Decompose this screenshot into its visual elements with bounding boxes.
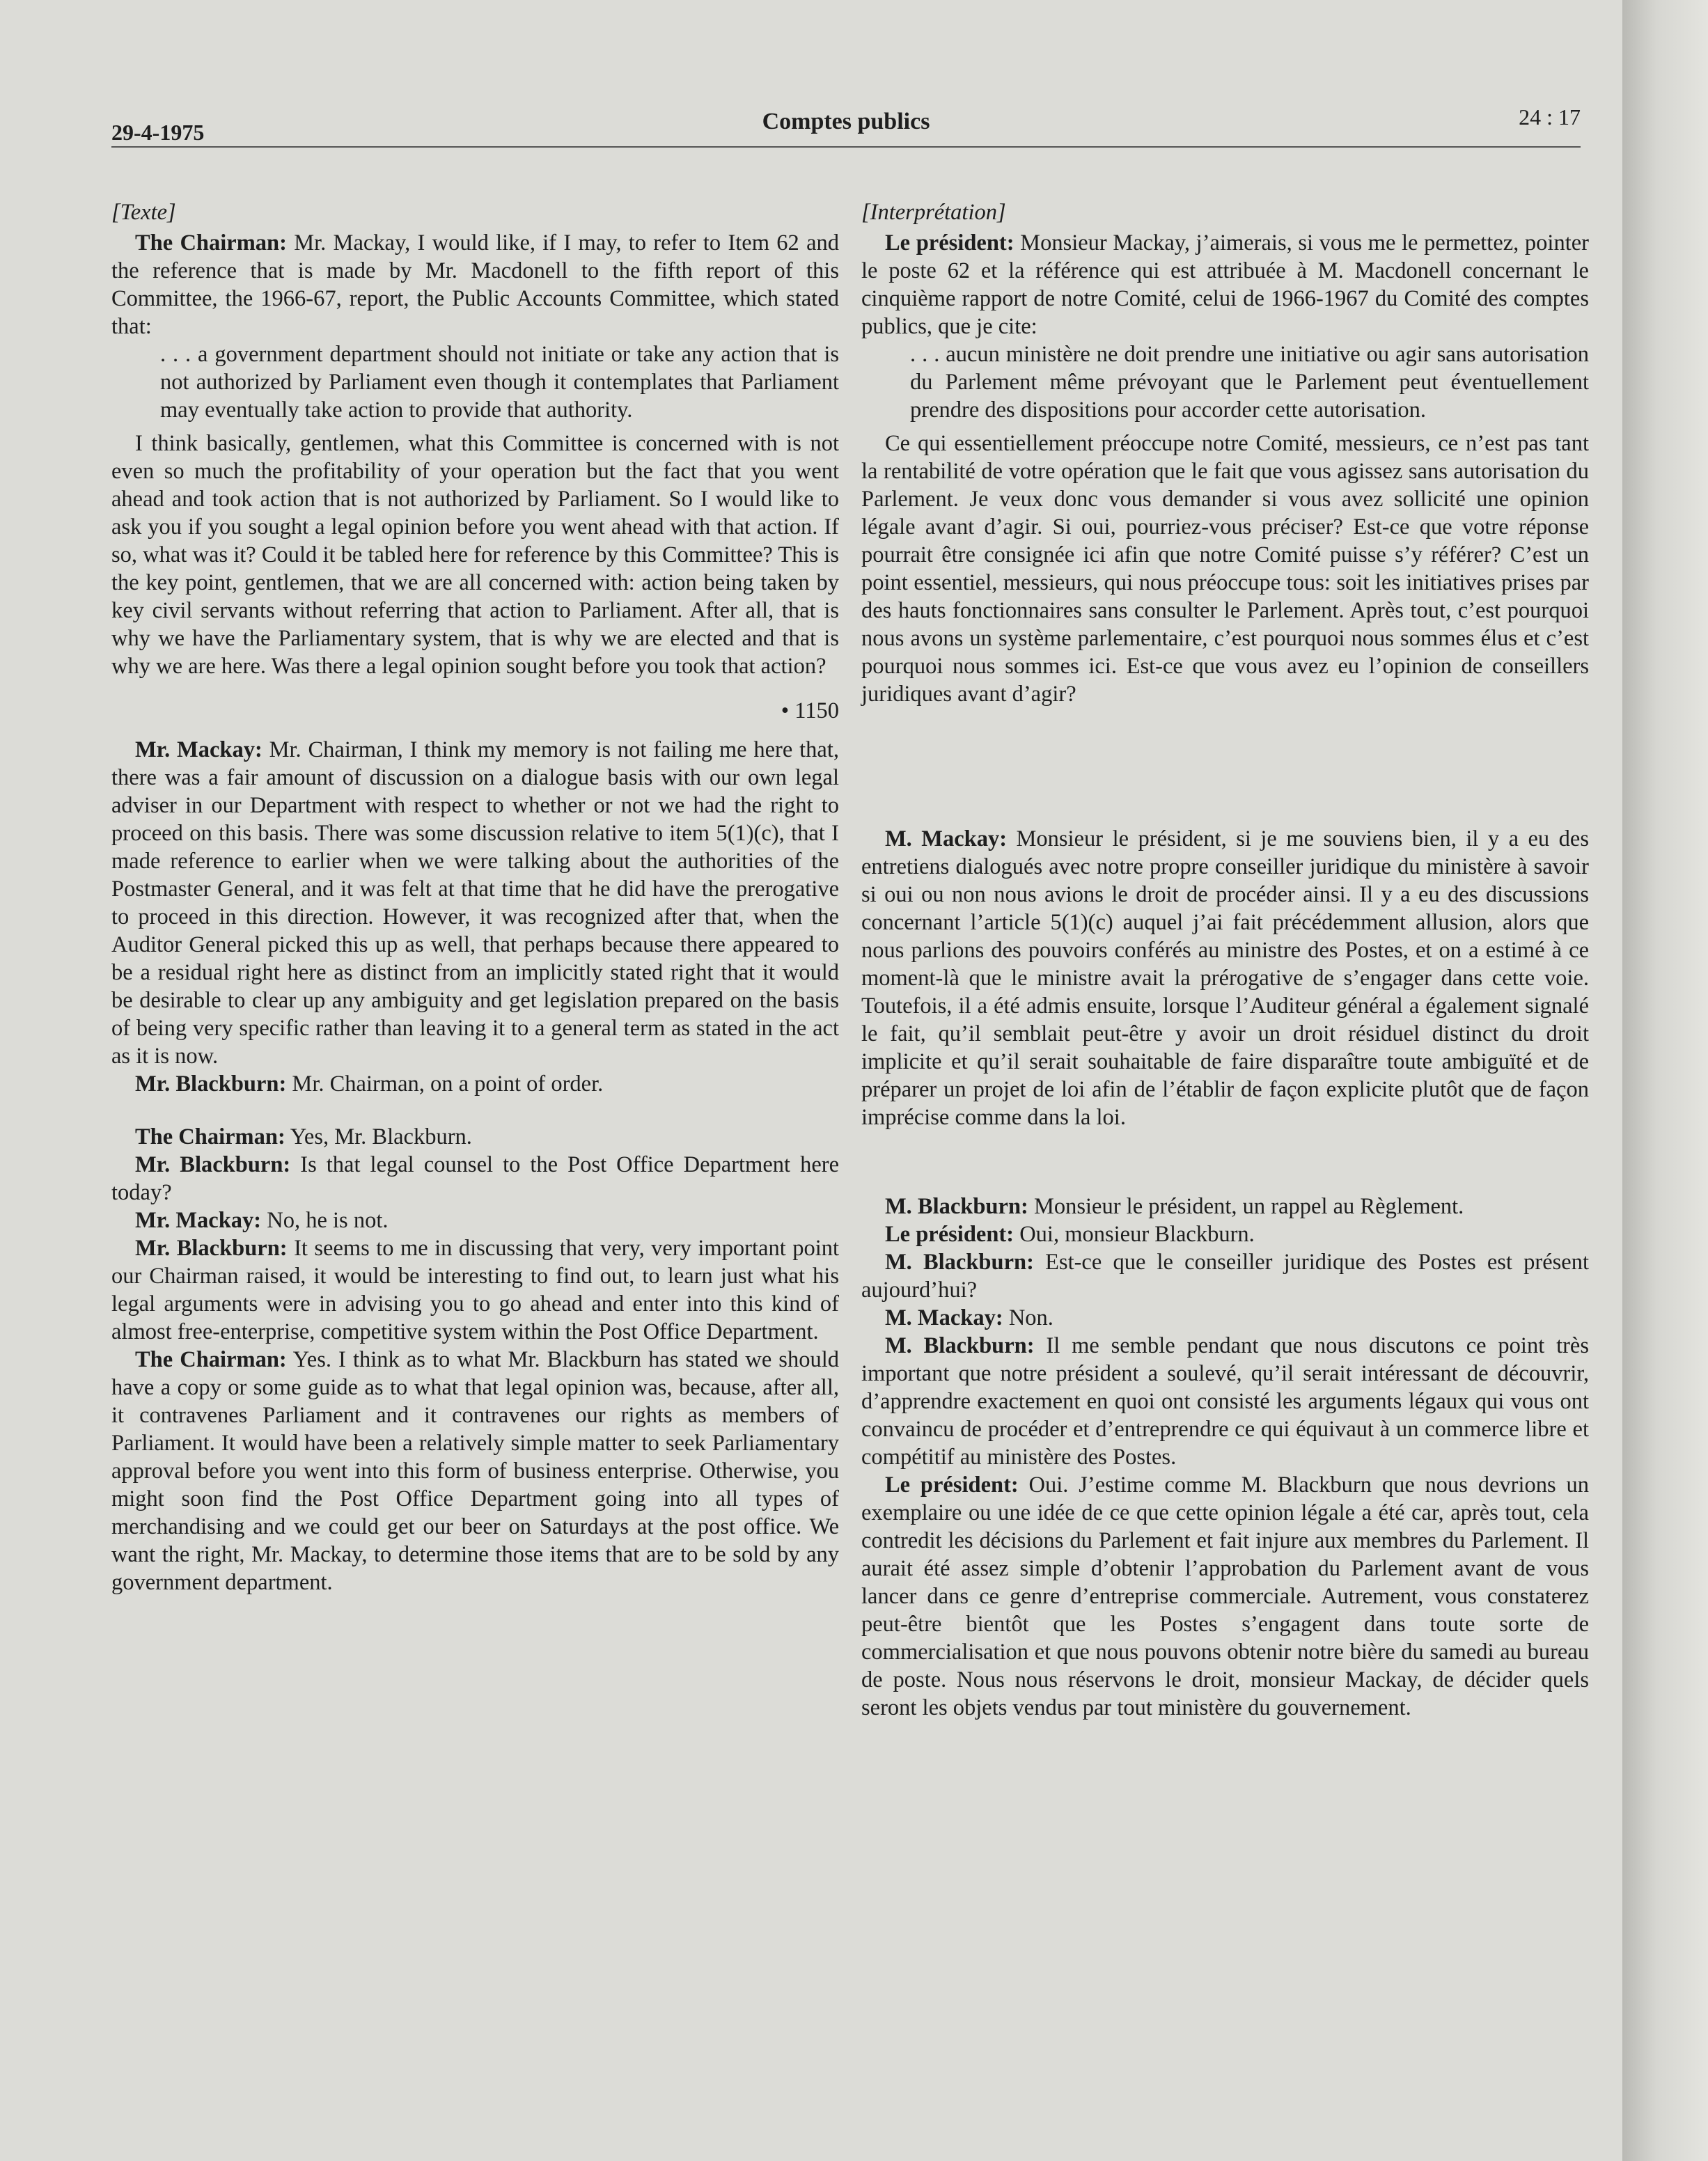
paragraph	[111, 1234, 839, 1346]
speaker-name: Le président:	[885, 230, 1014, 256]
speaker-name: M. Blackburn:	[885, 1250, 1034, 1275]
speaker-name: Mr. Blackburn:	[135, 1236, 288, 1261]
paragraph	[111, 1151, 839, 1207]
spacer	[861, 725, 1589, 753]
paragraph	[111, 1123, 839, 1151]
paragraph	[111, 229, 839, 340]
speech-text: Il me semble pendant que nous discutons ce point très important que notre président a soulevé, qu’il serait intéressant de découvrir, d’apprendre exactement en quoi ont consisté les arguments légaux qui vous ont convaincu de procéder et d’entreprendre ce qui équivaut à un commerce libre et compétitif au ministère des Postes.	[861, 1333, 1589, 1470]
speech-text: Monsieur le président, un rappel au Règlement.	[1028, 1194, 1464, 1219]
speaker-name: M. Mackay:	[885, 1305, 1003, 1330]
spacer	[861, 1131, 1589, 1193]
language-tag: [Texte]	[111, 200, 176, 225]
paragraph	[111, 1070, 839, 1098]
paragraph	[861, 229, 1589, 340]
paragraph	[111, 1207, 839, 1234]
speaker-name: Mr. Blackburn:	[135, 1152, 291, 1177]
speech-text: Mr. Chairman, I think my memory is not failing me here that, there was a fair amount of discussion on a dialogue basis with our own legal adviser in our Department with respect to whether or not we had the right to proceed on this basis. There was some discussion relative to item 5(1)(c), that I made reference to earlier when we were talking about the authorities of the Postmaster General, and it was felt at that time that he did have the prerogative to proceed in this direction. However, it was recognized after that, when the Auditor General picked this up as well, that perhaps because there appeared to be a residual right here as distinct from an implicitly stated right that it would be desirable to clear up any ambiguity and get legislation prepared on the basis of being very specific rather than leaving it to a general term as stated in the act as it is now.	[111, 737, 839, 1069]
speech-text: Yes. I think as to what Mr. Blackburn has stated we should have a copy or some guide as to what that legal opinion was, because, after all, it contravenes Parliament and it contravenes our rights as members of Parliament. It would have been a relatively simple matter to seek Parliamentary approval before you went into this form of business enterprise. Otherwise, you might soon find the Post Office Department going into all types of merchandising and we could get our beer on Saturdays at the post office. We want the right, Mr. Mackay, to determine those items that are to be sold by any government department.	[111, 1347, 839, 1595]
speaker-name: Mr. Mackay:	[135, 737, 263, 762]
speech-text: Oui. J’estime comme M. Blackburn que nous devrions un exemplaire ou une idée de ce que cette opinion légale a été car, après tout, cela contredit les décisions du Parlement et fait injure aux membres du Parlement. Il aurait été assez simple d’obtenir l’approbation du Parlement avant de vous lancer dans ce genre d’entreprise commerciale. Autrement, vous constaterez peut-être bientôt que les Postes s’engagent dans toute sorte de commercialisation et que nous pouvons obtenir notre bière du samedi au bureau de poste. Nous nous réservons le droit, monsieur Mackay, de décider quels seront les objets vendus par tout ministère du gouvernement.	[861, 1472, 1589, 1720]
speech-text: Monsieur le président, si je me souviens bien, il y a eu des entretiens dialogués avec notre propre conseiller juridique du ministère à savoir si oui ou non nous avions le droit de procéder ainsi. Il y a eu des discussions concernant l’article 5(1)(c) auquel j’ai fait précédemment allusion, alors que nous parlions des pouvoirs conférés au ministre des Postes, et on a estimé à ce moment-là que le ministre avait la prérogative de s’engager dans cette voie. Toutefois, il a été admis ensuite, lorsque l’Auditeur général a également signalé le fait, qu’il semblait peut-être y avoir un droit résiduel distinct du droit implicite et qu’il serait souhaitable de faire disparaître toute ambiguïté et de préparer un projet de loi afin de l’établir de façon explicite plutôt que de façon imprécise comme dans la loi.	[861, 826, 1589, 1130]
spacer	[861, 764, 1589, 825]
speaker-name: M. Blackburn:	[885, 1333, 1035, 1358]
speech-text: Monsieur Mackay, j’aimerais, si vous me le permettez, pointer le poste 62 et la référence qui est attribuée à M. Macdonell concernant le cinquième rapport de notre Comité, celui de 1966-1967 du Comité des comptes publics, que je cite:	[861, 230, 1589, 339]
spacer	[111, 1098, 839, 1123]
speech-text: Is that legal counsel to the Post Office Department here today?	[111, 1152, 839, 1205]
paragraph	[861, 1304, 1589, 1332]
speaker-name: Le président:	[885, 1472, 1019, 1498]
speaker-name: M. Blackburn:	[885, 1194, 1028, 1219]
time-marker: • 1150	[781, 698, 839, 723]
page-edge	[1622, 0, 1708, 2161]
speaker-name: The Chairman:	[135, 1347, 287, 1372]
speaker-name: The Chairman:	[135, 230, 287, 256]
paragraph	[861, 1471, 1589, 1722]
speaker-name: Mr. Mackay:	[135, 1208, 262, 1233]
paragraph: Ce qui essentiellement préoccupe notre Comité, messieurs, ce n’est pas tant la rentabilité de votre opération que le fait que vous agissez sans autorisation du Parlement. Je veux donc vous demander si vous avez sollicité une opinion légale avant d’agir. Si oui, pourriez-vous préciser? Est-ce que votre réponse pourrait être consignée ici afin que notre Comité puisse s’y référer? C’est un point essentiel, messieurs, qui nous préoccupe tous: soit les initiatives prises par des hauts fonctionnaires sans consulter le Parlement. Après tout, c’est pourquoi nous avons un système parlementaire, c’est pourquoi nous sommes élus et c’est pourquoi nous sommes ici. Est-ce que vous avez eu l’opinion de conseillers juridiques avant d’agir?	[861, 431, 1589, 707]
speech-text: Est-ce que le conseiller juridique des Postes est présent aujourd’hui?	[861, 1250, 1589, 1303]
speech-text: Yes, Mr. Blackburn.	[285, 1124, 472, 1149]
language-tag: [Interprétation]	[861, 200, 1006, 225]
english-column	[111, 198, 839, 1596]
speech-text: No, he is not.	[261, 1208, 389, 1233]
speaker-name: M. Mackay:	[885, 826, 1008, 851]
paragraph	[861, 1220, 1589, 1248]
paragraph	[861, 825, 1589, 1131]
block-quote: . . . a government department should not initiate or take any action that is not authorized by Parliament even though it contemplates that Parliament may eventually take action to provide that authority.	[160, 342, 839, 423]
speech-text: It seems to me in discussing that very, very important point our Chairman raised, it would be interesting to find out, to learn just what his legal arguments were in advising you to go ahead and enter into this kind of almost free-enterprise, competitive system within the Post Office Department.	[111, 1236, 839, 1344]
header-page-number: 24 : 17	[1519, 104, 1581, 129]
speech-text: Non.	[1003, 1305, 1053, 1330]
paragraph	[111, 736, 839, 1070]
paragraph	[861, 1332, 1589, 1471]
header-date: 29-4-1975	[111, 120, 205, 145]
paragraph: I think basically, gentlemen, what this Committee is concerned with is not even so much the profitability of your operation but the fact that you went ahead and took action that is not authorized by Parliament. So I would like to ask you if you sought a legal opinion before you went ahead with that action. If so, what was it? Could it be tabled here for reference by this Committee? This is the key point, gentlemen, that we are all concerned with: action being taken by key civil servants without referring that action to Parliament. After all, that is why we have the Parliamentary system, that is why we are elected and that is why we are here. Was there a legal opinion sought before you took that action?	[111, 431, 839, 679]
paragraph	[861, 1193, 1589, 1220]
speaker-name: Le président:	[885, 1222, 1014, 1247]
header-title: Comptes publics	[762, 109, 930, 134]
speaker-name: The Chairman:	[135, 1124, 285, 1149]
paragraph	[111, 1346, 839, 1596]
speech-text: Oui, monsieur Blackburn.	[1014, 1222, 1255, 1247]
speaker-name: Mr. Blackburn:	[135, 1071, 287, 1097]
speech-text: Mr. Mackay, I would like, if I may, to refer to Item 62 and the reference that is made by Mr. Macdonell to the fifth report of this Committee, the 1966-67, report, the Public Accounts Committee, which stated that:	[111, 230, 839, 339]
speech-text: Mr. Chairman, on a point of order.	[286, 1071, 604, 1097]
french-column	[861, 198, 1589, 1722]
block-quote: . . . aucun ministère ne doit prendre une initiative ou agir sans autorisation du Parlement même prévoyant que le Parlement peut éventuellement prendre des dispositions pour accorder cette autorisation.	[910, 342, 1589, 423]
paragraph	[861, 1248, 1589, 1304]
page-header	[111, 104, 1581, 148]
